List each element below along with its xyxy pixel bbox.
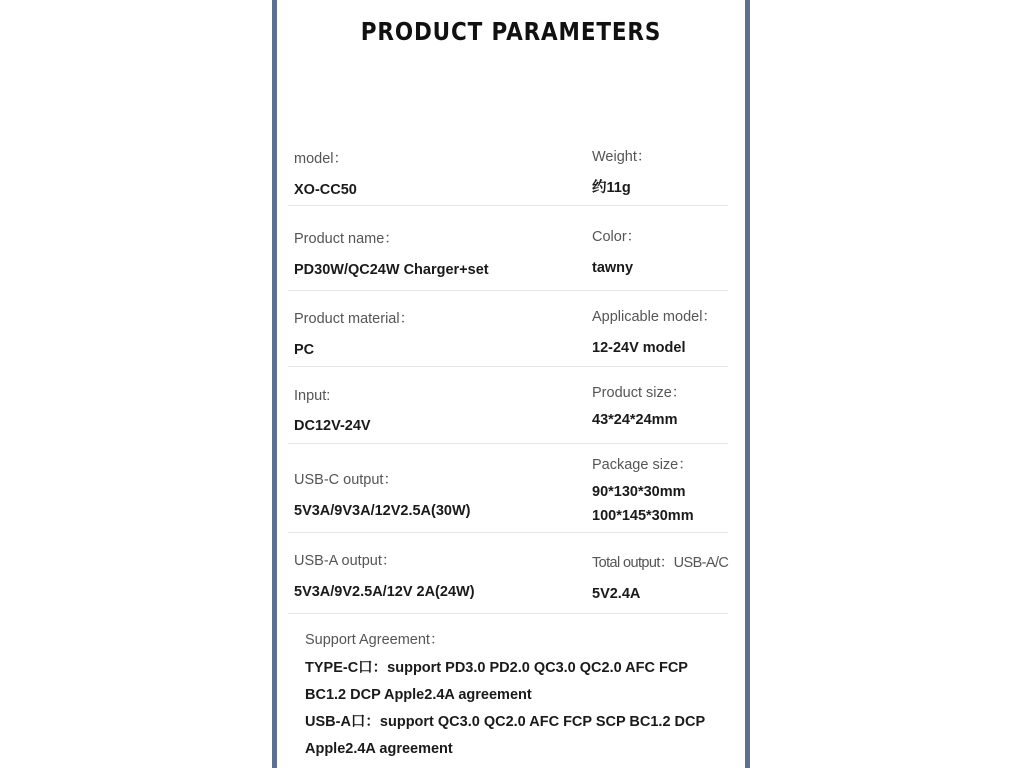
frame-right-border (745, 0, 750, 768)
row-divider (288, 613, 728, 614)
model-cell (294, 147, 357, 202)
row-divider (288, 366, 728, 367)
usb-c-output-value: 5V3A/9V3A/12V2.5A(30W) (294, 503, 471, 519)
package-size-cell (592, 453, 694, 528)
usb-a-output-cell (294, 549, 475, 604)
color-cell (592, 225, 641, 280)
applicable-model-cell (592, 305, 717, 360)
row-divider (288, 205, 728, 206)
color-value: tawny (592, 260, 634, 276)
support-line: USB-A口：support QC3.0 QC2.0 AFC FCP SCP BC1.2 DCP (305, 714, 706, 730)
weight-value: 约11g (592, 180, 631, 196)
applicable-model-label: Applicable model： (592, 309, 717, 325)
parameters-sheet (277, 0, 745, 768)
input-value: DC12V-24V (294, 418, 371, 434)
input-cell (294, 388, 371, 438)
input-label: Input: (294, 388, 331, 404)
row-divider (288, 443, 728, 444)
package-size-value-1: 90*130*30mm (592, 484, 686, 500)
support-agreement-label: Support Agreement： (305, 632, 445, 648)
weight-label: Weight： (592, 149, 652, 165)
support-line: Apple2.4A agreement (305, 741, 453, 757)
product-size-value: 43*24*24mm (592, 412, 678, 428)
page-title: PRODUCT PARAMETERS (360, 17, 662, 46)
total-output-value: 5V2.4A (592, 586, 641, 602)
usb-c-output-label: USB-C output： (294, 472, 398, 488)
usb-a-output-value: 5V3A/9V2.5A/12V 2A(24W) (294, 584, 475, 600)
total-output-label: Total output：USB-A/C (592, 555, 729, 571)
product-name-label: Product name： (294, 231, 399, 247)
usb-c-output-cell (294, 468, 471, 523)
package-size-value-2: 100*145*30mm (592, 508, 694, 524)
support-agreement-block (305, 628, 735, 763)
row-divider (288, 532, 728, 533)
product-size-label: Product size： (592, 385, 687, 401)
model-label: model： (294, 151, 348, 167)
product-name-cell (294, 227, 489, 282)
support-line: TYPE-C口：support PD3.0 PD2.0 QC3.0 QC2.0 AFC FCP (305, 660, 688, 676)
package-size-label: Package size： (592, 457, 693, 473)
color-label: Color： (592, 229, 642, 245)
product-material-value: PC (294, 342, 315, 358)
product-size-cell (592, 381, 686, 432)
product-material-label: Product material： (294, 311, 415, 327)
model-value: XO-CC50 (294, 182, 357, 198)
product-name-value: PD30W/QC24W Charger+set (294, 262, 489, 278)
total-output-cell (592, 551, 728, 606)
product-material-cell (294, 307, 414, 362)
row-divider (288, 290, 728, 291)
usb-a-output-label: USB-A output： (294, 553, 397, 569)
weight-cell (592, 145, 651, 200)
support-line: BC1.2 DCP Apple2.4A agreement (305, 687, 532, 703)
applicable-model-value: 12-24V model (592, 340, 686, 356)
